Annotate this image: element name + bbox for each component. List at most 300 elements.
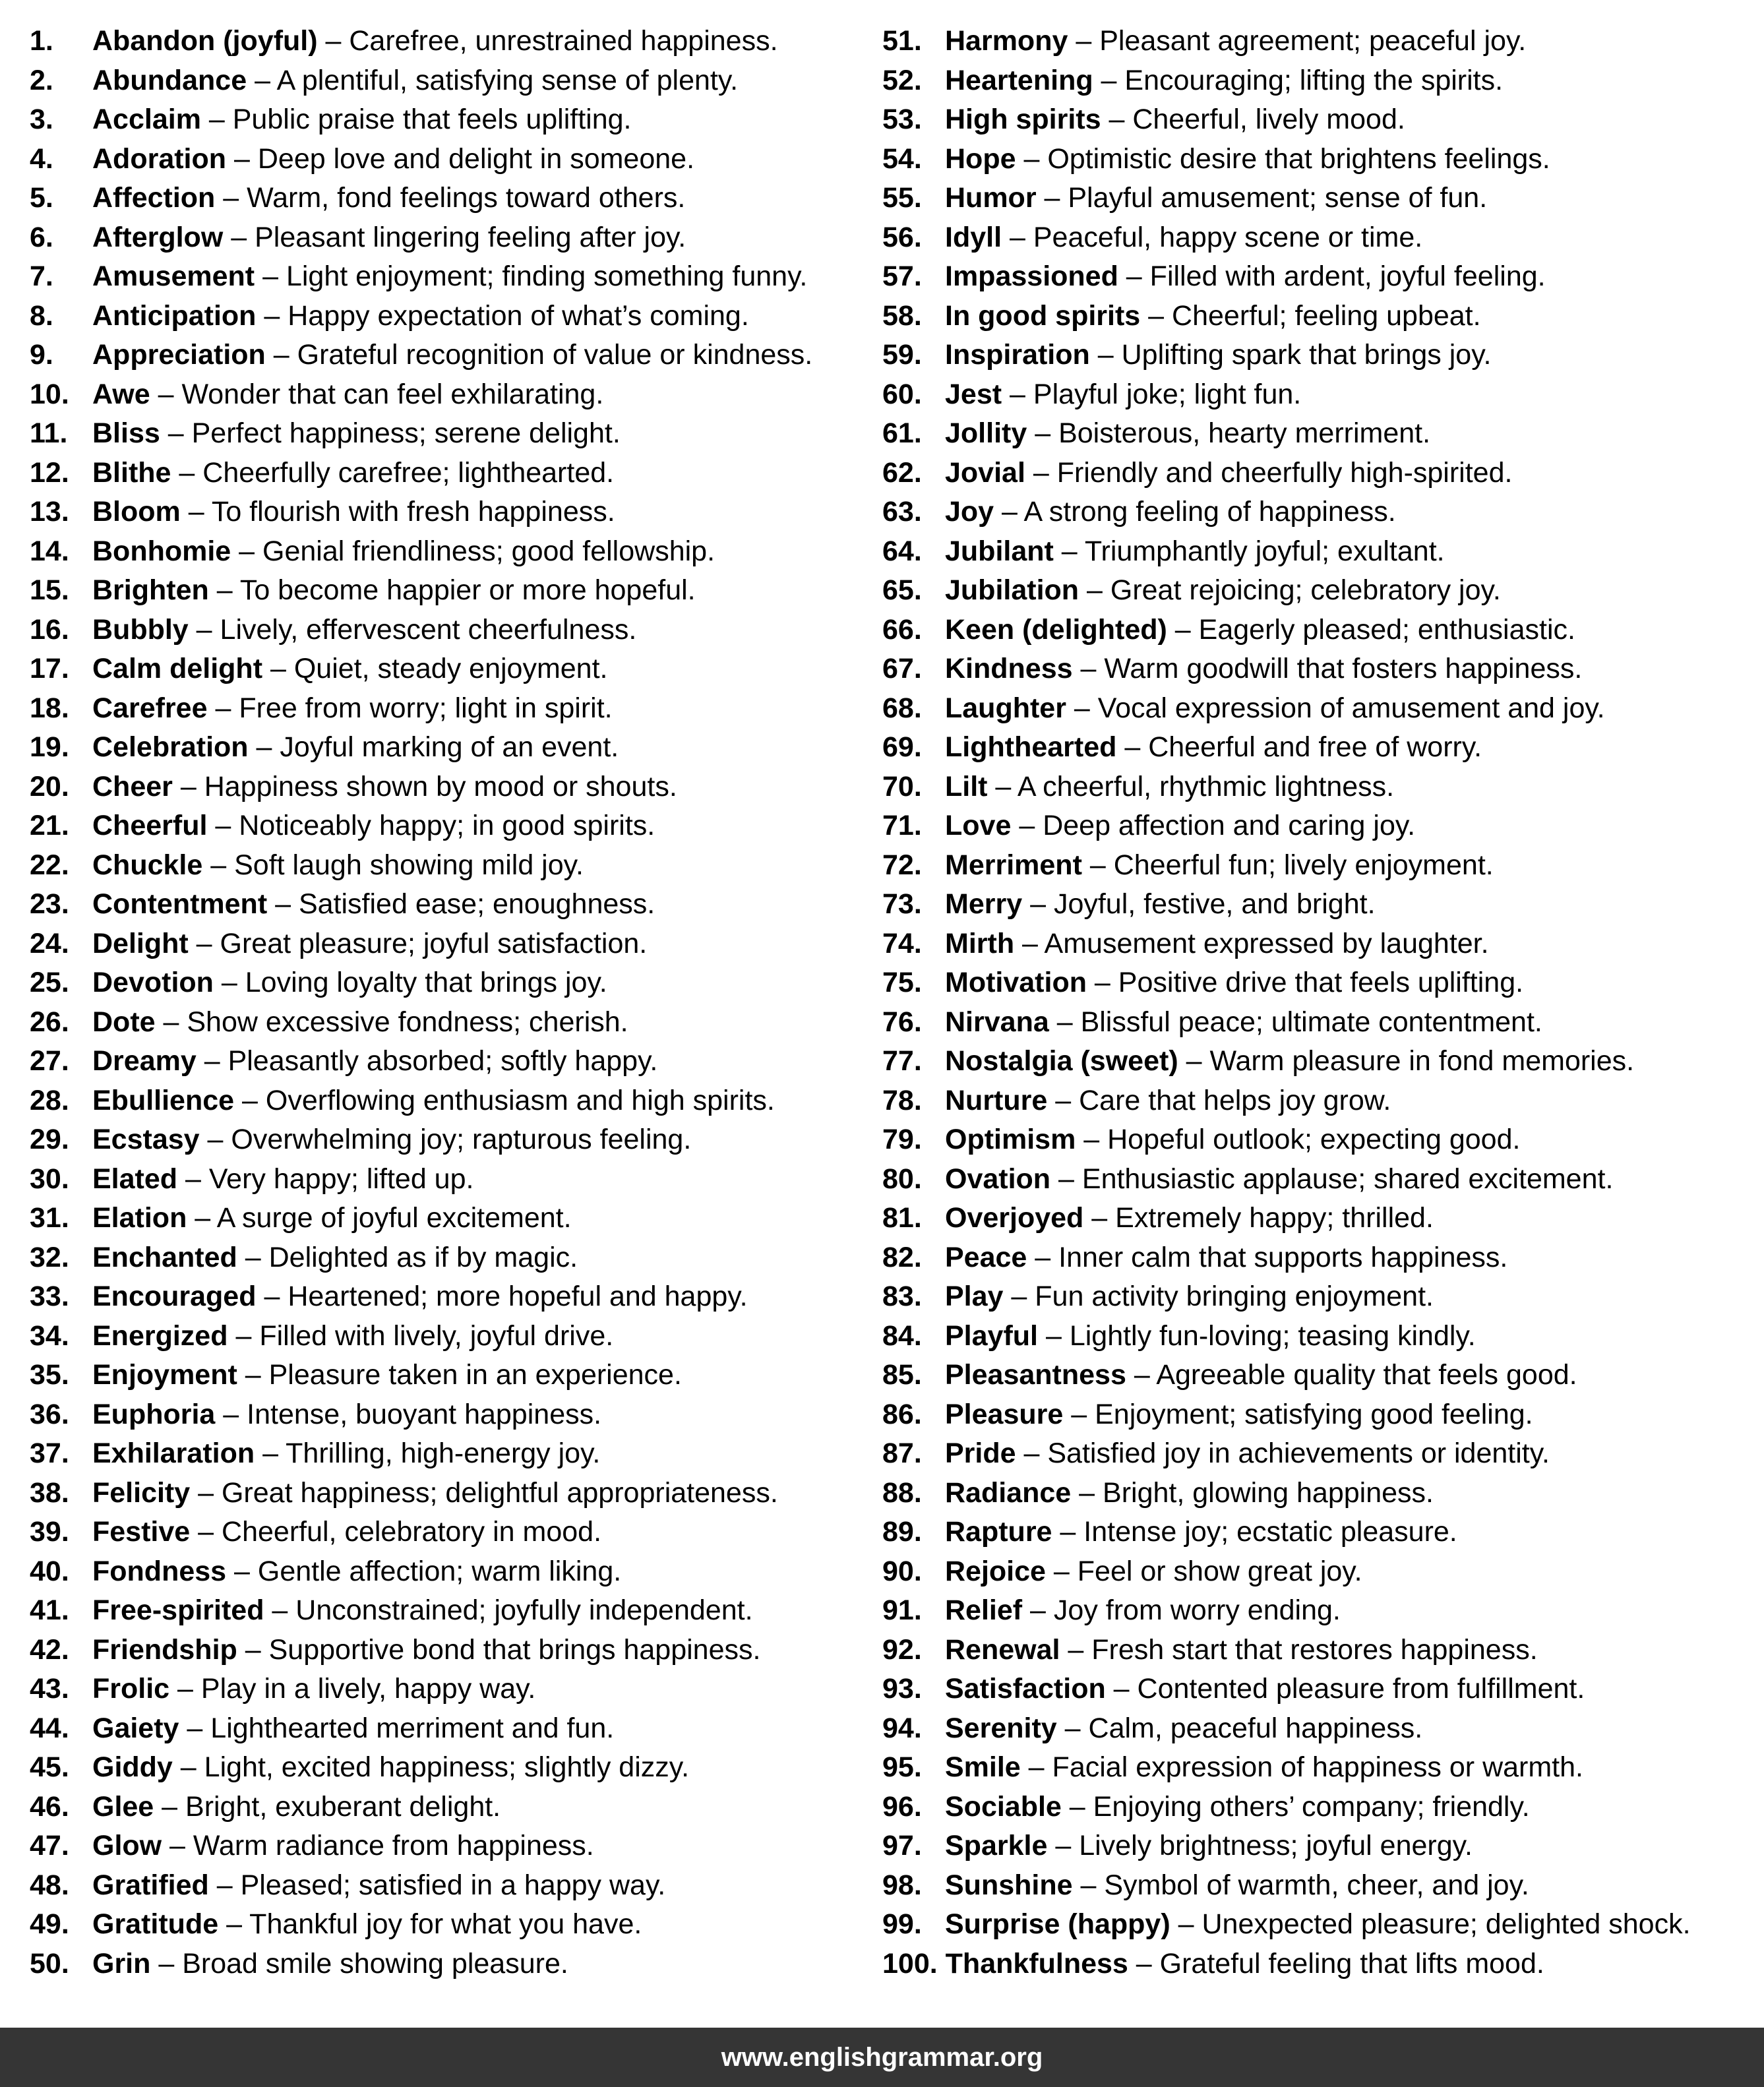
item-number: 64. bbox=[882, 535, 922, 567]
item-term: Fondness bbox=[92, 1555, 227, 1587]
item-term: High spirits bbox=[945, 104, 1101, 135]
item-separator: – bbox=[267, 888, 299, 920]
list-item bbox=[30, 1160, 854, 1199]
item-number: 77. bbox=[882, 1045, 922, 1077]
list-item bbox=[882, 1748, 1759, 1788]
item-term: Optimism bbox=[945, 1124, 1076, 1155]
list-item bbox=[882, 336, 1759, 375]
item-definition: Satisfied joy in achievements or identity. bbox=[1047, 1437, 1550, 1469]
item-term: Nostalgia (sweet) bbox=[945, 1045, 1178, 1077]
item-definition: Enthusiastic applause; shared excitement. bbox=[1081, 1163, 1614, 1195]
item-number: 78. bbox=[882, 1084, 922, 1116]
list-item bbox=[30, 1081, 854, 1121]
item-number: 12. bbox=[30, 456, 69, 489]
item-definition: Cheerful, celebratory in mood. bbox=[222, 1516, 602, 1548]
item-definition: A strong feeling of happiness. bbox=[1023, 496, 1396, 528]
item-definition: Pleasant lingering feeling after joy. bbox=[255, 221, 686, 253]
item-separator: – bbox=[237, 1633, 269, 1666]
item-number: 14. bbox=[30, 535, 69, 567]
list-item bbox=[882, 532, 1759, 572]
item-separator: – bbox=[177, 1163, 209, 1195]
item-separator: – bbox=[1045, 1555, 1078, 1587]
item-term: Renewal bbox=[945, 1633, 1060, 1666]
item-number: 82. bbox=[882, 1241, 922, 1273]
item-definition: Grateful recognition of value or kindness. bbox=[297, 339, 813, 371]
item-definition: Enjoying others’ company; friendly. bbox=[1093, 1790, 1530, 1823]
list-item bbox=[30, 1513, 854, 1552]
item-number: 54. bbox=[882, 142, 922, 175]
item-separator: – bbox=[179, 1712, 211, 1744]
item-definition: Joyful marking of an event. bbox=[280, 731, 619, 763]
item-term: Jubilation bbox=[945, 574, 1080, 606]
item-separator: – bbox=[187, 1202, 217, 1234]
item-term: Gratitude bbox=[92, 1908, 219, 1940]
list-item bbox=[30, 179, 854, 218]
item-term: Friendship bbox=[92, 1633, 237, 1666]
item-definition: Calm, peaceful happiness. bbox=[1088, 1712, 1423, 1744]
item-definition: Warm radiance from happiness. bbox=[193, 1830, 594, 1861]
item-number: 6. bbox=[30, 221, 53, 253]
item-definition: Enjoyment; satisfying good feeling. bbox=[1095, 1398, 1533, 1430]
item-number: 23. bbox=[30, 888, 69, 920]
list-item bbox=[30, 1591, 854, 1631]
item-number: 67. bbox=[882, 653, 922, 684]
item-number: 24. bbox=[30, 927, 69, 959]
item-term: Laughter bbox=[945, 692, 1066, 724]
item-definition: Filled with ardent, joyful feeling. bbox=[1149, 260, 1546, 292]
item-term: Sparkle bbox=[945, 1830, 1048, 1861]
list-item bbox=[882, 1277, 1759, 1317]
list-item bbox=[882, 689, 1759, 729]
item-separator: – bbox=[155, 1006, 187, 1038]
item-number: 100. bbox=[882, 1947, 938, 1980]
item-separator: – bbox=[1128, 1947, 1160, 1980]
item-definition: Playful joke; light fun. bbox=[1033, 378, 1302, 410]
item-term: Ebullience bbox=[92, 1084, 235, 1116]
item-definition: Boisterous, hearty merriment. bbox=[1058, 417, 1431, 449]
list-item bbox=[882, 846, 1759, 886]
item-definition: Grateful feeling that lifts mood. bbox=[1159, 1947, 1544, 1980]
item-separator: – bbox=[150, 378, 182, 410]
item-number: 87. bbox=[882, 1437, 922, 1469]
item-number: 49. bbox=[30, 1908, 69, 1940]
item-separator: – bbox=[1116, 731, 1149, 763]
item-number: 25. bbox=[30, 967, 69, 998]
item-number: 8. bbox=[30, 299, 53, 332]
item-separator: – bbox=[1047, 1830, 1080, 1861]
item-definition: Thankful joy for what you have. bbox=[249, 1908, 642, 1940]
item-separator: – bbox=[262, 653, 294, 684]
list-item bbox=[882, 100, 1759, 140]
item-number: 19. bbox=[30, 731, 69, 763]
item-term: Devotion bbox=[92, 967, 214, 998]
item-number: 59. bbox=[882, 339, 922, 371]
item-separator: – bbox=[255, 260, 286, 292]
item-number: 95. bbox=[882, 1751, 922, 1783]
item-number: 99. bbox=[882, 1908, 922, 1940]
item-definition: Warm goodwill that fosters happiness. bbox=[1104, 653, 1583, 684]
item-term: Radiance bbox=[945, 1476, 1072, 1509]
item-number: 29. bbox=[30, 1124, 69, 1155]
item-definition: Joyful, festive, and bright. bbox=[1053, 888, 1376, 920]
item-separator: – bbox=[255, 1437, 286, 1469]
item-term: Dreamy bbox=[92, 1045, 197, 1077]
item-term: Brighten bbox=[92, 574, 209, 606]
list-item bbox=[882, 1905, 1759, 1945]
item-number: 3. bbox=[30, 104, 53, 135]
item-separator: – bbox=[213, 967, 245, 998]
item-term: Satisfaction bbox=[945, 1673, 1106, 1705]
item-definition: Fresh start that restores happiness. bbox=[1091, 1633, 1538, 1666]
item-number: 52. bbox=[882, 64, 922, 96]
item-definition: Eagerly pleased; enthusiastic. bbox=[1198, 613, 1575, 646]
item-number: 56. bbox=[882, 221, 922, 253]
item-definition: Great rejoicing; celebratory joy. bbox=[1110, 574, 1501, 606]
item-number: 34. bbox=[30, 1319, 69, 1352]
item-separator: – bbox=[1002, 378, 1033, 410]
item-term: Euphoria bbox=[92, 1398, 216, 1430]
item-term: Play bbox=[945, 1281, 1004, 1312]
list-item bbox=[30, 375, 854, 415]
list-item bbox=[882, 1827, 1759, 1866]
item-term: Lilt bbox=[945, 770, 988, 802]
item-term: Bliss bbox=[92, 417, 160, 449]
item-term: Elation bbox=[92, 1202, 187, 1234]
item-separator: – bbox=[1066, 692, 1098, 724]
word-list-right-column bbox=[882, 22, 1759, 1983]
item-definition: Happy expectation of what’s coming. bbox=[288, 299, 749, 332]
list-item bbox=[30, 297, 854, 336]
item-number: 60. bbox=[882, 378, 922, 410]
list-item bbox=[882, 297, 1759, 336]
item-term: Merry bbox=[945, 888, 1023, 920]
list-item bbox=[30, 924, 854, 964]
list-item bbox=[882, 257, 1759, 297]
item-number: 22. bbox=[30, 849, 69, 881]
item-definition: Broad smile showing pleasure. bbox=[182, 1947, 568, 1980]
list-item bbox=[30, 1748, 854, 1788]
item-separator: – bbox=[1076, 1124, 1108, 1155]
item-definition: Pleasantly absorbed; softly happy. bbox=[228, 1045, 658, 1077]
item-number: 80. bbox=[882, 1163, 922, 1195]
item-number: 75. bbox=[882, 967, 922, 998]
item-separator: – bbox=[1167, 613, 1199, 646]
item-term: Lighthearted bbox=[945, 731, 1117, 763]
item-definition: Delighted as if by magic. bbox=[268, 1241, 578, 1273]
item-number: 97. bbox=[882, 1830, 922, 1861]
list-item bbox=[30, 1474, 854, 1513]
item-separator: – bbox=[196, 1045, 228, 1077]
item-separator: – bbox=[228, 1319, 260, 1352]
item-definition: Pleasant agreement; peaceful joy. bbox=[1099, 25, 1527, 57]
list-item bbox=[882, 650, 1759, 689]
list-item bbox=[882, 179, 1759, 218]
item-term: Jubilant bbox=[945, 535, 1054, 567]
list-item bbox=[30, 1395, 854, 1435]
item-definition: Heartened; more hopeful and happy. bbox=[288, 1281, 748, 1312]
footer-url: www.englishgrammar.org bbox=[721, 2042, 1043, 2072]
item-term: Glow bbox=[92, 1830, 162, 1861]
item-definition: Bright, glowing happiness. bbox=[1103, 1476, 1434, 1509]
list-item bbox=[882, 806, 1759, 846]
item-term: Exhilaration bbox=[92, 1437, 255, 1469]
item-separator: – bbox=[1022, 1594, 1054, 1626]
list-item bbox=[882, 611, 1759, 650]
item-definition: Very happy; lifted up. bbox=[208, 1163, 474, 1195]
list-item bbox=[30, 1709, 854, 1749]
item-separator: – bbox=[317, 25, 350, 57]
item-definition: Public praise that feels uplifting. bbox=[232, 104, 632, 135]
item-number: 93. bbox=[882, 1673, 922, 1705]
item-definition: Triumphantly joyful; exultant. bbox=[1084, 535, 1445, 567]
item-definition: Happiness shown by mood or shouts. bbox=[204, 770, 677, 802]
item-definition: Uplifting spark that brings joy. bbox=[1121, 339, 1492, 371]
item-number: 91. bbox=[882, 1594, 922, 1626]
item-number: 57. bbox=[882, 260, 922, 292]
item-term: Abandon (joyful) bbox=[92, 25, 318, 57]
item-separator: – bbox=[207, 810, 239, 841]
item-term: Idyll bbox=[945, 221, 1002, 253]
item-separator: – bbox=[223, 221, 255, 253]
item-separator: – bbox=[1016, 1437, 1048, 1469]
item-term: Nurture bbox=[945, 1084, 1048, 1116]
item-definition: Playful amusement; sense of fun. bbox=[1068, 182, 1488, 214]
list-item bbox=[882, 728, 1759, 768]
item-term: Love bbox=[945, 810, 1012, 841]
item-separator: – bbox=[1170, 1908, 1202, 1940]
item-number: 42. bbox=[30, 1633, 69, 1666]
list-item bbox=[882, 963, 1759, 1003]
item-definition: Bright, exuberant delight. bbox=[185, 1790, 501, 1823]
item-definition: Feel or show great joy. bbox=[1077, 1555, 1362, 1587]
item-definition: Overflowing enthusiasm and high spirits. bbox=[265, 1084, 775, 1116]
item-number: 43. bbox=[30, 1673, 69, 1705]
item-definition: Intense, buoyant happiness. bbox=[247, 1398, 602, 1430]
item-separator: – bbox=[190, 1476, 222, 1509]
item-term: Adoration bbox=[92, 142, 227, 175]
item-number: 2. bbox=[30, 64, 53, 96]
list-item bbox=[30, 1199, 854, 1238]
list-item bbox=[30, 650, 854, 689]
item-term: In good spirits bbox=[945, 299, 1141, 332]
item-number: 10. bbox=[30, 378, 69, 410]
list-item bbox=[882, 414, 1759, 454]
item-definition: Extremely happy; thrilled. bbox=[1115, 1202, 1434, 1234]
item-separator: – bbox=[1053, 535, 1085, 567]
list-item bbox=[882, 1120, 1759, 1160]
item-number: 61. bbox=[882, 417, 922, 449]
item-number: 66. bbox=[882, 613, 922, 646]
list-item bbox=[882, 1552, 1759, 1592]
item-definition: Blissful peace; ultimate contentment. bbox=[1080, 1006, 1542, 1038]
list-item bbox=[882, 1513, 1759, 1552]
item-term: Sociable bbox=[945, 1790, 1062, 1823]
item-term: Pleasantness bbox=[945, 1359, 1126, 1391]
item-definition: Light enjoyment; finding something funny. bbox=[286, 260, 808, 292]
item-separator: – bbox=[1056, 1712, 1089, 1744]
item-separator: – bbox=[256, 299, 288, 332]
item-number: 31. bbox=[30, 1202, 69, 1234]
item-term: Enjoyment bbox=[92, 1359, 237, 1391]
list-item bbox=[30, 532, 854, 572]
item-definition: Lightly fun-loving; teasing kindly. bbox=[1069, 1319, 1476, 1352]
item-separator: – bbox=[1022, 888, 1054, 920]
list-item bbox=[30, 100, 854, 140]
item-term: Delight bbox=[92, 927, 189, 959]
item-definition: Quiet, steady enjoyment. bbox=[293, 653, 608, 684]
item-term: Free-spirited bbox=[92, 1594, 264, 1626]
item-term: Gratified bbox=[92, 1869, 209, 1901]
item-separator: – bbox=[1083, 1202, 1116, 1234]
item-number: 38. bbox=[30, 1476, 69, 1509]
item-term: Dote bbox=[92, 1006, 156, 1038]
item-definition: Cheerful, lively mood. bbox=[1132, 104, 1405, 135]
item-number: 86. bbox=[882, 1398, 922, 1430]
item-definition: Loving loyalty that brings joy. bbox=[245, 967, 607, 998]
item-separator: – bbox=[199, 1124, 231, 1155]
item-number: 84. bbox=[882, 1319, 922, 1352]
item-number: 89. bbox=[882, 1516, 922, 1548]
list-item bbox=[882, 375, 1759, 415]
list-item bbox=[882, 454, 1759, 493]
item-separator: – bbox=[162, 1830, 193, 1861]
item-definition: Hopeful outlook; expecting good. bbox=[1107, 1124, 1521, 1155]
list-item bbox=[882, 924, 1759, 964]
item-definition: To flourish with fresh happiness. bbox=[211, 496, 615, 528]
item-separator: – bbox=[150, 1947, 183, 1980]
item-separator: – bbox=[1081, 849, 1114, 881]
list-item bbox=[30, 963, 854, 1003]
item-separator: – bbox=[188, 927, 220, 959]
item-term: Jollity bbox=[945, 417, 1027, 449]
list-item bbox=[30, 454, 854, 493]
list-item bbox=[30, 846, 854, 886]
list-item bbox=[882, 1238, 1759, 1278]
item-definition: Soft laugh showing mild joy. bbox=[234, 849, 584, 881]
item-term: Grin bbox=[92, 1947, 151, 1980]
list-item bbox=[882, 1356, 1759, 1395]
item-separator: – bbox=[202, 849, 235, 881]
item-term: Glee bbox=[92, 1790, 154, 1823]
item-term: Rejoice bbox=[945, 1555, 1046, 1587]
item-term: Contentment bbox=[92, 888, 268, 920]
item-separator: – bbox=[234, 1084, 266, 1116]
item-separator: – bbox=[215, 1398, 247, 1430]
list-item bbox=[30, 1317, 854, 1356]
item-separator: – bbox=[1011, 810, 1043, 841]
item-definition: Joy from worry ending. bbox=[1053, 1594, 1341, 1626]
item-definition: Unconstrained; joyfully independent. bbox=[295, 1594, 753, 1626]
item-term: Motivation bbox=[945, 967, 1087, 998]
item-separator: – bbox=[1038, 1319, 1070, 1352]
item-number: 63. bbox=[882, 496, 922, 528]
item-definition: Free from worry; light in spirit. bbox=[239, 692, 613, 724]
list-item bbox=[882, 571, 1759, 611]
item-definition: Vocal expression of amusement and joy. bbox=[1097, 692, 1605, 724]
item-separator: – bbox=[200, 104, 233, 135]
item-definition: Optimistic desire that brightens feelings. bbox=[1047, 142, 1550, 175]
item-term: Anticipation bbox=[92, 299, 257, 332]
item-separator: – bbox=[1003, 1281, 1035, 1312]
list-item bbox=[30, 257, 854, 297]
item-number: 65. bbox=[882, 574, 922, 606]
item-separator: – bbox=[1047, 1084, 1080, 1116]
item-term: Chuckle bbox=[92, 849, 203, 881]
item-separator: – bbox=[169, 1673, 201, 1705]
item-separator: – bbox=[1140, 299, 1172, 332]
item-number: 62. bbox=[882, 456, 922, 489]
item-number: 7. bbox=[30, 260, 53, 292]
list-item bbox=[30, 806, 854, 846]
list-item bbox=[882, 1199, 1759, 1238]
item-separator: – bbox=[264, 1594, 296, 1626]
word-list-left-column bbox=[30, 22, 854, 1983]
item-separator: – bbox=[190, 1516, 222, 1548]
item-term: Cheer bbox=[92, 770, 173, 802]
item-term: Awe bbox=[92, 378, 150, 410]
list-item bbox=[882, 1631, 1759, 1670]
item-separator: – bbox=[154, 1790, 186, 1823]
item-definition: Light, excited happiness; slightly dizzy. bbox=[204, 1751, 690, 1783]
item-separator: – bbox=[218, 1908, 250, 1940]
item-separator: – bbox=[1079, 574, 1110, 606]
list-item bbox=[882, 1081, 1759, 1121]
item-number: 48. bbox=[30, 1869, 69, 1901]
item-term: Bloom bbox=[92, 496, 181, 528]
item-number: 11. bbox=[30, 417, 68, 449]
item-separator: – bbox=[172, 770, 204, 802]
list-item bbox=[30, 1120, 854, 1160]
list-item bbox=[30, 1827, 854, 1866]
item-definition: Supportive bond that brings happiness. bbox=[268, 1633, 761, 1666]
item-separator: – bbox=[1027, 417, 1059, 449]
item-separator: – bbox=[1126, 1359, 1157, 1391]
item-term: Felicity bbox=[92, 1476, 191, 1509]
item-separator: – bbox=[1027, 1241, 1059, 1273]
item-separator: – bbox=[1036, 182, 1068, 214]
item-definition: Inner calm that supports happiness. bbox=[1058, 1241, 1508, 1273]
item-term: Heartening bbox=[945, 64, 1093, 96]
list-item bbox=[882, 1866, 1759, 1906]
item-separator: – bbox=[237, 1241, 269, 1273]
item-number: 4. bbox=[30, 142, 53, 175]
item-number: 37. bbox=[30, 1437, 69, 1469]
item-separator: – bbox=[180, 496, 212, 528]
item-separator: – bbox=[1071, 1476, 1103, 1509]
item-term: Sunshine bbox=[945, 1869, 1073, 1901]
item-definition: Agreeable quality that feels good. bbox=[1156, 1359, 1577, 1391]
item-separator: – bbox=[1016, 142, 1048, 175]
item-separator: – bbox=[1093, 64, 1125, 96]
item-separator: – bbox=[1020, 1751, 1052, 1783]
list-item bbox=[30, 1003, 854, 1043]
item-number: 76. bbox=[882, 1006, 922, 1038]
item-definition: Gentle affection; warm liking. bbox=[257, 1555, 622, 1587]
item-term: Mirth bbox=[945, 927, 1015, 959]
item-number: 39. bbox=[30, 1516, 69, 1548]
item-number: 96. bbox=[882, 1790, 922, 1823]
item-definition: Carefree, unrestrained happiness. bbox=[349, 25, 778, 57]
item-separator: – bbox=[237, 1359, 269, 1391]
item-definition: Lively, effervescent cheerfulness. bbox=[220, 613, 637, 646]
list-item bbox=[30, 885, 854, 924]
list-item bbox=[882, 218, 1759, 258]
item-separator: – bbox=[207, 692, 239, 724]
list-item bbox=[30, 1434, 854, 1474]
item-term: Thankfulness bbox=[945, 1947, 1128, 1980]
item-definition: A plentiful, satisfying sense of plenty. bbox=[276, 64, 739, 96]
item-separator: – bbox=[1060, 1633, 1092, 1666]
